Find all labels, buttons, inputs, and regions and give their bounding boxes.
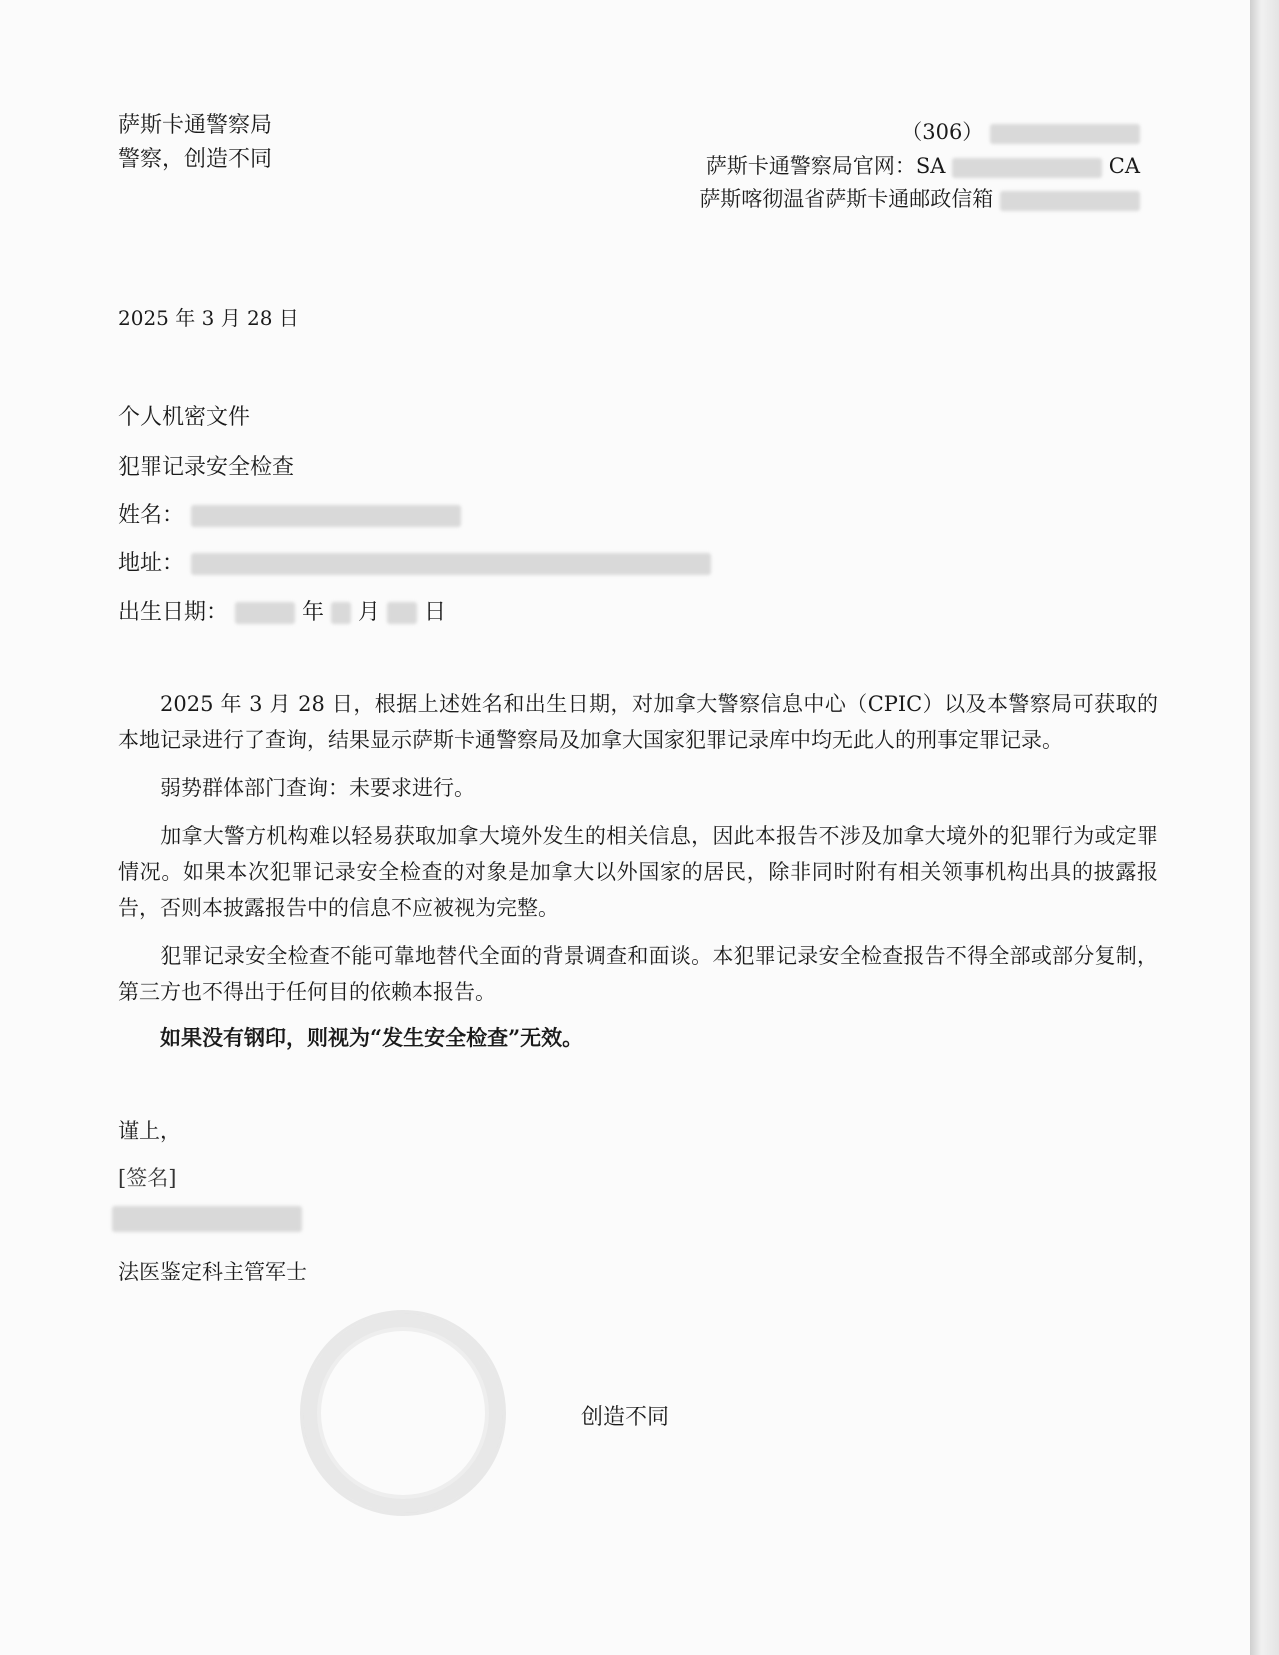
body-paragraph-1-text: 2025 年 3 月 28 日，根据上述姓名和出生日期，对加拿大警察信息中心（CPIC）以及本警察局可获取的本地记录进行了查询，结果显示萨斯卡通警察局及加拿大国家犯罪记录库中均无此人的刑事定罪记录。 (118, 692, 1158, 752)
redacted-website (952, 158, 1102, 178)
address-label: 地址： (118, 551, 185, 576)
footer-motto: 创造不同 (580, 1405, 669, 1430)
signature-placeholder: [签名] (118, 1166, 177, 1190)
redacted-dob-day (387, 602, 417, 624)
contact-po-box (699, 183, 1140, 213)
body-paragraph-2-text: 弱势群体部门查询：未要求进行。 (160, 776, 475, 800)
organization-name: 萨斯卡通警察局 (118, 113, 273, 138)
redacted-dob-year (235, 602, 295, 624)
body-paragraph-4-text: 犯罪记录安全检查不能可靠地替代全面的背景调查和面谈。本犯罪记录安全检查报告不得全部或部分复制，第三方也不得出于任何目的依赖本报告。 (118, 944, 1158, 1004)
body-paragraph-2 (118, 770, 1158, 806)
signatory-title: 法医鉴定科主管军士 (118, 1260, 307, 1284)
dob-day-suffix: 日 (424, 600, 447, 625)
subject-heading: 犯罪记录安全检查 (118, 455, 295, 480)
contact-phone (901, 116, 1140, 146)
redacted-name (191, 505, 461, 527)
website-prefix: SA (915, 154, 946, 178)
website-suffix: CA (1108, 154, 1140, 178)
body-paragraph-3-text: 加拿大警方机构难以轻易获取加拿大境外发生的相关信息，因此本报告不涉及加拿大境外的犯罪行为或定罪情况。如果本次犯罪记录安全检查的对象是加拿大以外国家的居民，除非同时附有相关领事机构出具的披露报告，否则本披露报告中的信息不应被视为完整。 (118, 824, 1158, 920)
po-box-label: 萨斯喀彻温省萨斯卡通邮政信箱 (699, 187, 994, 211)
body-paragraph-5 (118, 1020, 1158, 1056)
dob-field (118, 595, 446, 626)
letter-date: 2025 年 3 月 28 日 (118, 306, 299, 330)
scan-edge (1250, 0, 1279, 1655)
address-field (118, 546, 711, 577)
name-label: 姓名： (118, 503, 185, 528)
confidential-heading: 个人机密文件 (118, 405, 251, 430)
contact-website (706, 150, 1140, 180)
redacted-dob-month (331, 602, 351, 624)
dob-year-suffix: 年 (302, 600, 325, 625)
redacted-address (191, 553, 711, 575)
website-label: 萨斯卡通警察局官网： (705, 154, 916, 178)
organization-slogan: 警察，创造不同 (118, 147, 273, 172)
redacted-phone (990, 124, 1140, 144)
phone-prefix: （306） (901, 120, 984, 144)
dob-month-suffix: 月 (358, 600, 381, 625)
name-field (118, 498, 461, 529)
dob-label: 出生日期： (118, 600, 229, 625)
redacted-po-box (1000, 191, 1140, 211)
redacted-signatory-name (112, 1206, 302, 1232)
closing-salutation: 谨上， (118, 1119, 181, 1143)
redacted-signatory-block (112, 1206, 302, 1232)
body-paragraph-3 (118, 818, 1158, 926)
body-paragraph-4 (118, 938, 1158, 1010)
body-paragraph-1 (118, 686, 1158, 758)
body-paragraph-5-text: 如果没有钢印，则视为“发生安全检查”无效。 (160, 1025, 584, 1050)
